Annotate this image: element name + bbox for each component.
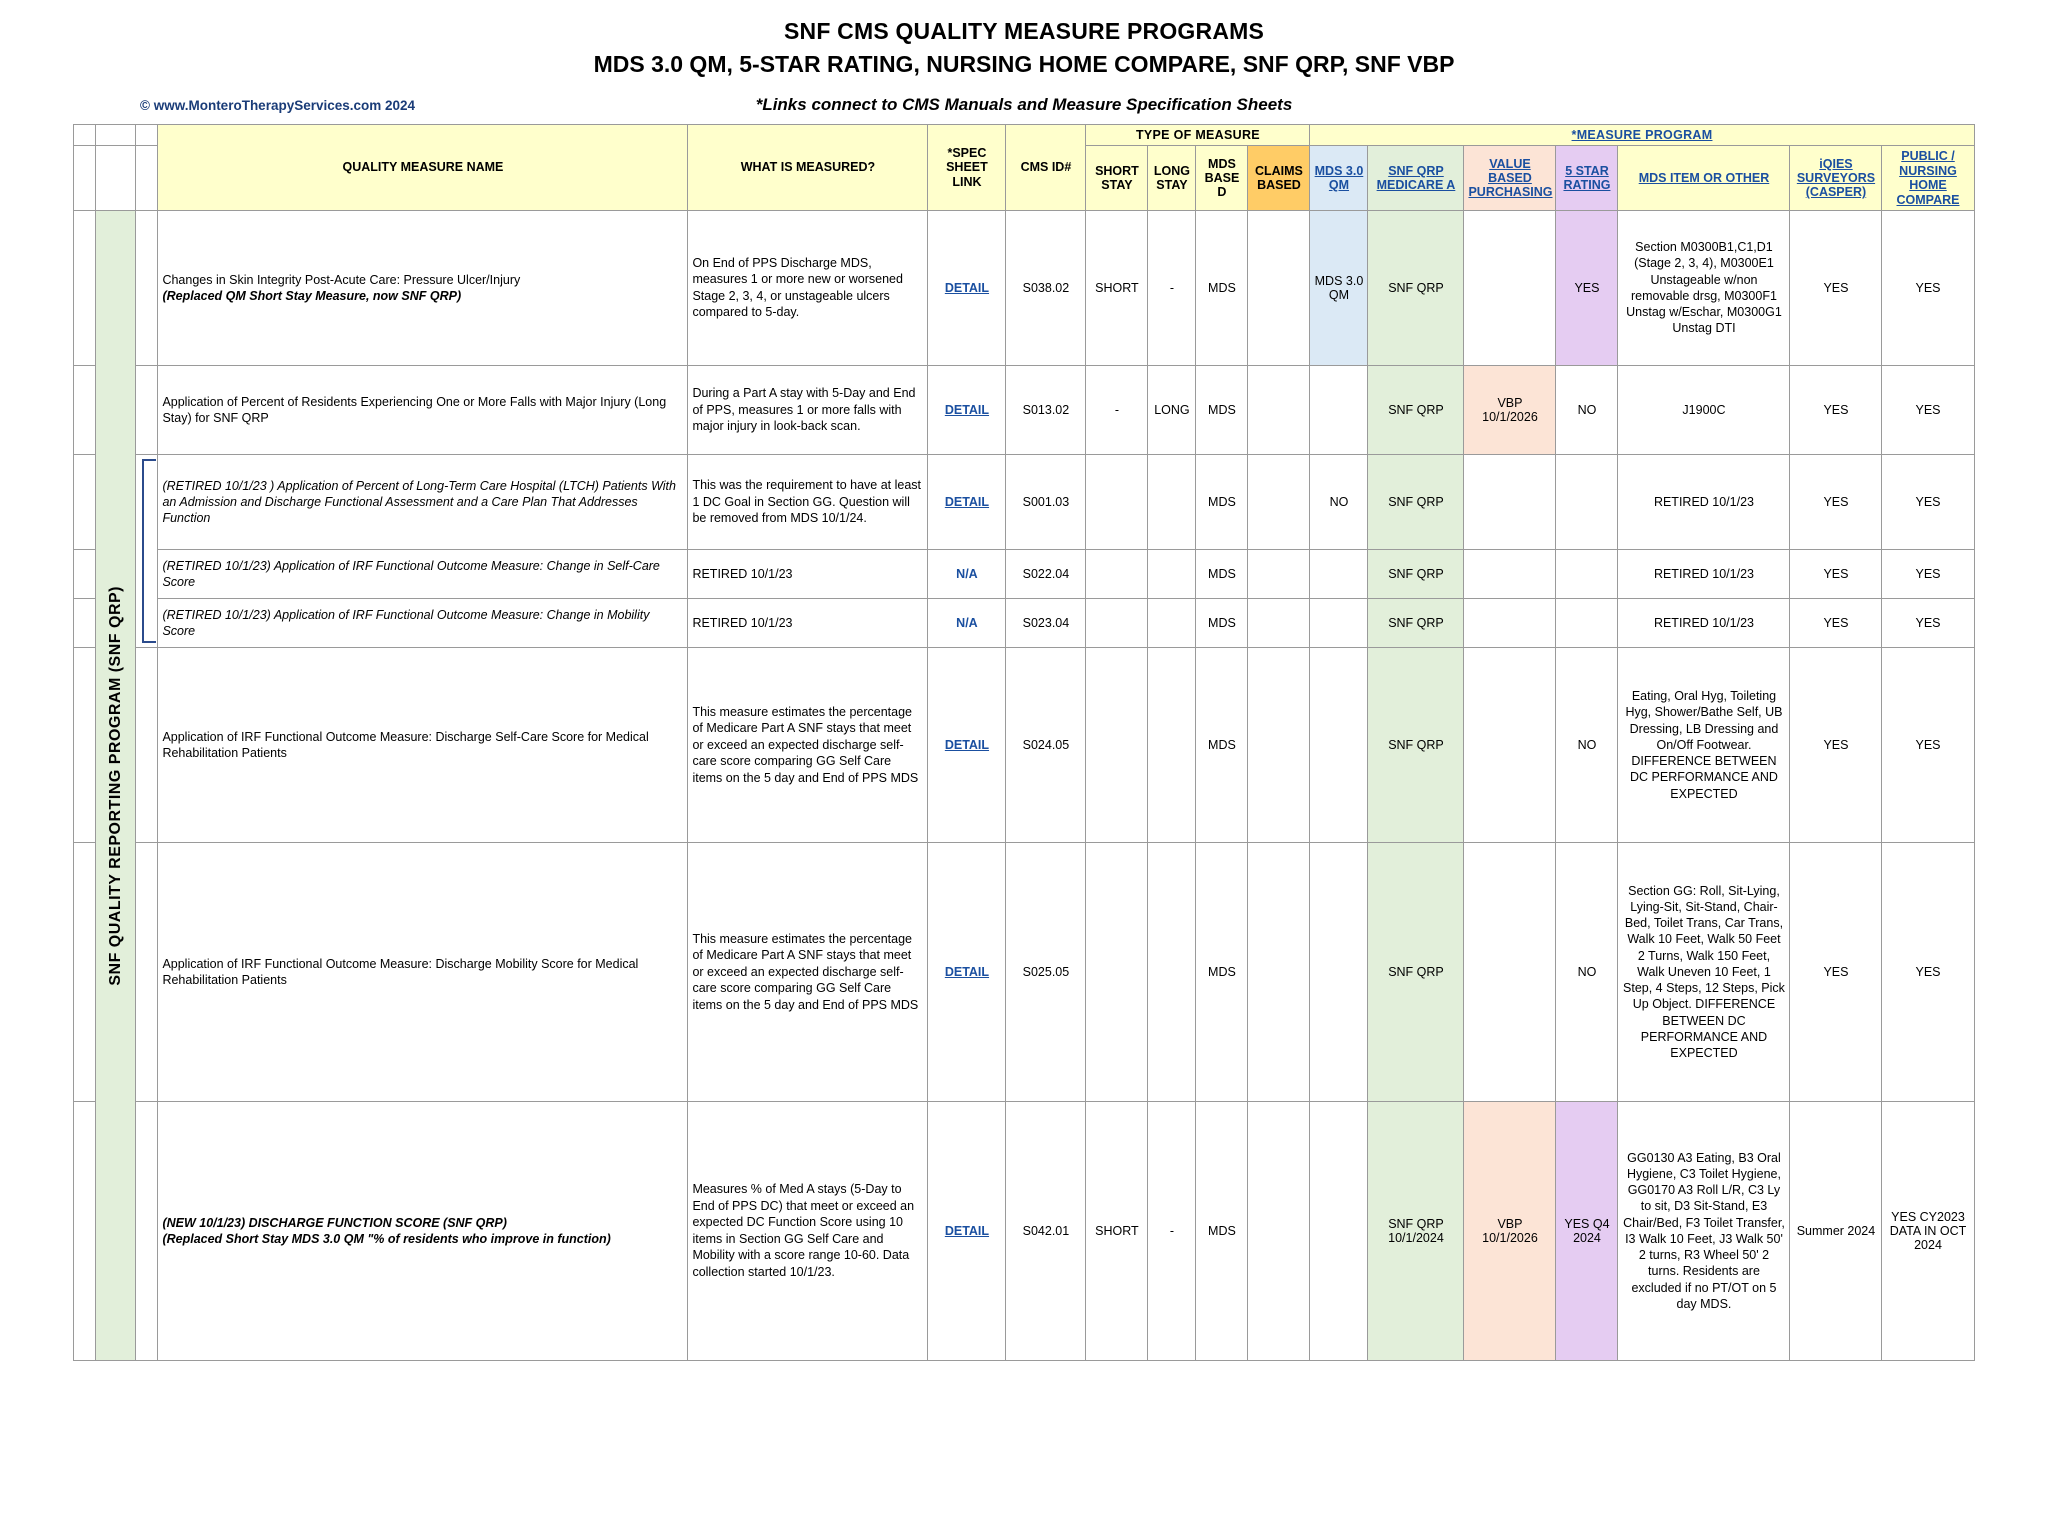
mds-qm-cell [1310,1101,1368,1360]
spacer [74,146,96,211]
retired-group-bracket [136,454,158,647]
row-marker [136,842,158,1101]
long-stay-cell [1148,549,1196,598]
snf-qrp-cell: SNF QRP [1368,842,1464,1101]
snf-qrp-cell: SNF QRP [1368,549,1464,598]
what-is-measured-cell: RETIRED 10/1/23 [688,598,928,647]
measure-name: Application of IRF Functional Outcome Measure: Discharge Mobility Score for Medical Rehabilitation Patients [162,956,639,987]
snf-qrp-cell: SNF QRP [1368,454,1464,549]
table-row [74,549,1974,598]
col-header-short-stay: SHORT STAY [1086,146,1148,211]
long-stay-cell [1148,842,1196,1101]
vbp-cell [1464,842,1556,1101]
claims-based-cell [1248,210,1310,365]
short-stay-cell [1086,598,1148,647]
iqies-cell: YES [1790,549,1882,598]
table-row [74,842,1974,1101]
mds-qm-cell [1310,842,1368,1101]
spacer [74,365,96,454]
vbp-cell: VBP 10/1/2026 [1464,1101,1556,1360]
measure-name-cell [158,1101,688,1360]
mds-qm-cell [1310,549,1368,598]
mds-based-cell: MDS [1196,210,1248,365]
five-star-cell: YES Q4 2024 [1556,1101,1618,1360]
what-is-measured-cell: Measures % of Med A stays (5-Day to End of PPS DC) that meet or exceed an expected DC Function Score using 10 items in Section GG Self Care and Mobility with a score range 10-60. Data collection started 10/1/23. [688,1101,928,1360]
five-star-cell: NO [1556,365,1618,454]
measure-name-cell [158,549,688,598]
snf-qrp-cell: SNF QRP [1368,647,1464,842]
page-title: SNF CMS QUALITY MEASURE PROGRAMS [783,18,1265,44]
table-row [74,598,1974,647]
spacer [74,549,96,598]
spacer [96,146,136,211]
cms-id-cell: S038.02 [1006,210,1086,365]
mds-item-cell: Section GG: Roll, Sit-Lying, Lying-Sit, Sit-Stand, Chair-Bed, Toilet Trans, Car Trans, Walk 10 Feet, Walk 50 Feet 2 Turns, Walk 150 Feet, Walk Uneven 10 Feet, 1 Step, 4 Steps, 12 Steps, Pick Up Object. DIFFERENCE BETWEEN DC PERFORMANCE AND EXPECTED [1618,842,1790,1101]
row-marker [136,210,158,365]
spec-sheet-link: N/A [928,598,1006,647]
col-header-mds-based: MDS BASE D [1196,146,1248,211]
col-header-value-based-purchasing[interactable]: VALUE BASED PURCHASING [1468,156,1553,200]
what-is-measured-cell: RETIRED 10/1/23 [688,549,928,598]
claims-based-cell [1248,647,1310,842]
long-stay-cell [1148,454,1196,549]
vbp-cell [1464,647,1556,842]
measure-name: Changes in Skin Integrity Post-Acute Care: Pressure Ulcer/Injury [162,272,521,287]
vbp-cell [1464,549,1556,598]
cms-id-cell: S001.03 [1006,454,1086,549]
five-star-cell: NO [1556,842,1618,1101]
row-marker [136,1101,158,1360]
measure-name: (RETIRED 10/1/23) Application of IRF Functional Outcome Measure: Change in Self-Care Score [162,558,660,589]
measure-name-cell [158,454,688,549]
public-compare-cell: YES [1882,365,1974,454]
snf-qrp-cell: SNF QRP [1368,598,1464,647]
claims-based-cell [1248,365,1310,454]
long-stay-cell: - [1148,210,1196,365]
what-is-measured-cell: During a Part A stay with 5-Day and End of PPS, measures 1 or more falls with major injury in look-back scan. [688,365,928,454]
measure-name: Application of IRF Functional Outcome Measure: Discharge Self-Care Score for Medical Rehabilitation Patients [162,729,649,760]
claims-based-cell [1248,454,1310,549]
public-compare-cell: YES [1882,647,1974,842]
program-side-band-label: SNF QUALITY REPORTING PROGRAM (SNF QRP) [106,585,124,986]
row-marker [136,365,158,454]
measure-name: (RETIRED 10/1/23) Application of IRF Functional Outcome Measure: Change in Mobility Score [162,607,650,638]
spacer [136,125,158,146]
short-stay-cell: SHORT [1086,210,1148,365]
table-row [74,647,1974,842]
col-header-spec-sheet-link: *SPEC SHEET LINK [928,125,1006,211]
measure-name-cell [158,842,688,1101]
mds-item-cell: RETIRED 10/1/23 [1618,549,1790,598]
measure-name-cell [158,598,688,647]
public-compare-cell: YES [1882,210,1974,365]
group-header-measure-program[interactable]: *MEASURE PROGRAM [1310,125,1974,146]
mds-item-cell: J1900C [1618,365,1790,454]
measure-name-cell [158,210,688,365]
col-header-mds-30-qm[interactable]: MDS 3.0 QM [1314,163,1364,193]
short-stay-cell [1086,454,1148,549]
table-row [74,454,1974,549]
mds-based-cell: MDS [1196,647,1248,842]
short-stay-cell [1086,842,1148,1101]
cms-id-cell: S025.05 [1006,842,1086,1101]
col-header-quality-measure-name: QUALITY MEASURE NAME [158,125,688,211]
col-header-what-is-measured: WHAT IS MEASURED? [688,125,928,211]
public-compare-cell: YES [1882,598,1974,647]
mds-qm-cell: MDS 3.0 QM [1310,210,1368,365]
table-row [74,1101,1974,1360]
spacer [74,125,96,146]
long-stay-cell [1148,647,1196,842]
vbp-cell [1464,598,1556,647]
snf-qrp-cell: SNF QRP [1368,210,1464,365]
spec-sheet-link[interactable]: DETAIL [928,647,1006,842]
what-is-measured-cell: On End of PPS Discharge MDS, measures 1 or more new or worsened Stage 2, 3, 4, or unstageable ulcers compared to 5-day. [688,210,928,365]
mds-item-cell: GG0130 A3 Eating, B3 Oral Hygiene, C3 Toilet Hygiene, GG0170 A3 Roll L/R, C3 Ly to sit, D3 Sit-Stand, E3 Chair/Bed, F3 Toilet Transfer, I3 Walk 10 Feet, J3 Walk 50' 2 turns, R3 Wheel 50' 2 turns. Residents are excluded if no PT/OT on 5 day MDS. [1618,1101,1790,1360]
col-header-long-stay: LONG STAY [1148,146,1196,211]
iqies-cell: YES [1790,210,1882,365]
snf-qrp-cell: SNF QRP [1368,365,1464,454]
mds-item-cell: Section M0300B1,C1,D1 (Stage 2, 3, 4), M0300E1 Unstageable w/non removable drsg, M0300F1 Unstag w/Eschar, M0300G1 Unstag DTI [1618,210,1790,365]
measure-name: Application of Percent of Residents Experiencing One or More Falls with Major Injury (Long Stay) for SNF QRP [162,394,667,425]
spacer [136,146,158,211]
spacer [74,454,96,549]
long-stay-cell [1148,598,1196,647]
copyright-text: © www.MonteroTherapyServices.com 2024 [140,97,416,113]
row-marker [136,647,158,842]
iqies-cell: YES [1790,365,1882,454]
short-stay-cell: - [1086,365,1148,454]
iqies-cell: Summer 2024 [1790,1101,1882,1360]
quality-measures-table [73,124,1974,1361]
spacer [96,125,136,146]
iqies-cell: YES [1790,842,1882,1101]
table-group-header-row [74,125,1974,146]
vbp-cell [1464,454,1556,549]
spacer [74,842,96,1101]
meta-row [30,92,2018,118]
spacer [74,598,96,647]
public-compare-cell: YES [1882,842,1974,1101]
claims-based-cell [1248,549,1310,598]
short-stay-cell [1086,647,1148,842]
cms-id-cell: S042.01 [1006,1101,1086,1360]
table-row [74,210,1974,365]
spec-sheet-link[interactable]: DETAIL [928,1101,1006,1360]
short-stay-cell [1086,549,1148,598]
what-is-measured-cell: This measure estimates the percentage of Medicare Part A SNF stays that meet or exceed an expected discharge self-care score comparing GG Self Care items on the 5 day and End of PPS MDS [688,647,928,842]
measure-name-cell [158,365,688,454]
measure-name-note: (Replaced Short Stay MDS 3.0 QM "% of residents who improve in function) [162,1231,611,1246]
group-header-type-of-measure: TYPE OF MEASURE [1086,125,1310,146]
cms-id-cell: S013.02 [1006,365,1086,454]
bracket-icon [142,459,156,643]
spacer [74,647,96,842]
spec-sheet-link[interactable]: DETAIL [928,365,1006,454]
what-is-measured-cell: This measure estimates the percentage of Medicare Part A SNF stays that meet or exceed an expected discharge self-care score comparing GG Self Care items on the 5 day and End of PPS MDS [688,842,928,1101]
mds-based-cell: MDS [1196,549,1248,598]
five-star-cell: NO [1556,647,1618,842]
mds-based-cell: MDS [1196,598,1248,647]
col-header-public-nursing-home-compare[interactable]: PUBLIC / NURSING HOME COMPARE [1896,149,1960,207]
claims-based-cell [1248,842,1310,1101]
mds-based-cell: MDS [1196,1101,1248,1360]
col-header-iqies-surveyors[interactable]: iQIES SURVEYORS (CASPER) [1796,156,1876,200]
col-header-claims-based: CLAIMS BASED [1248,146,1310,211]
table-row [74,365,1974,454]
mds-item-cell: RETIRED 10/1/23 [1618,598,1790,647]
long-stay-cell: LONG [1148,365,1196,454]
claims-based-cell [1248,598,1310,647]
iqies-cell: YES [1790,598,1882,647]
page-subtitle: MDS 3.0 QM, 5-STAR RATING, NURSING HOME COMPARE, SNF QRP, SNF VBP [593,51,1455,77]
mds-qm-cell [1310,647,1368,842]
mds-based-cell: MDS [1196,842,1248,1101]
vbp-cell: VBP 10/1/2026 [1464,365,1556,454]
five-star-cell [1556,598,1618,647]
public-compare-cell: YES CY2023 DATA IN OCT 2024 [1882,1101,1974,1360]
measure-name-cell [158,647,688,842]
mds-qm-cell [1310,598,1368,647]
spec-sheet-link[interactable]: DETAIL [928,842,1006,1101]
claims-based-cell [1248,1101,1310,1360]
iqies-cell: YES [1790,647,1882,842]
spec-sheet-link[interactable]: DETAIL [928,210,1006,365]
col-header-cms-id: CMS ID# [1006,125,1086,211]
cms-id-cell: S022.04 [1006,549,1086,598]
public-compare-cell: YES [1882,454,1974,549]
long-stay-cell: - [1148,1101,1196,1360]
vbp-cell [1464,210,1556,365]
measure-name: (RETIRED 10/1/23 ) Application of Percent of Long-Term Care Hospital (LTCH) Patients With an Admission and Discharge Functional Assessment and a Care Plan That Addresses Function [162,478,676,525]
program-side-band [96,210,136,1360]
five-star-cell [1556,549,1618,598]
five-star-cell [1556,454,1618,549]
links-note: *Links connect to CMS Manuals and Measure Specification Sheets [755,95,1293,114]
iqies-cell: YES [1790,454,1882,549]
mds-based-cell: MDS [1196,454,1248,549]
mds-qm-cell: NO [1310,454,1368,549]
spec-sheet-link: N/A [928,549,1006,598]
mds-item-cell: Eating, Oral Hyg, Toileting Hyg, Shower/Bathe Self, UB Dressing, LB Dressing and On/Off Footwear. DIFFERENCE BETWEEN DC PERFORMANCE AND EXPECTED [1618,647,1790,842]
public-compare-cell: YES [1882,549,1974,598]
snf-qrp-cell: SNF QRP 10/1/2024 [1368,1101,1464,1360]
cms-id-cell: S024.05 [1006,647,1086,842]
measure-name: (NEW 10/1/23) DISCHARGE FUNCTION SCORE (SNF QRP) [162,1215,507,1230]
short-stay-cell: SHORT [1086,1101,1148,1360]
spacer [74,1101,96,1360]
mds-based-cell: MDS [1196,365,1248,454]
mds-qm-cell [1310,365,1368,454]
measure-name-note: (Replaced QM Short Stay Measure, now SNF QRP) [162,288,462,303]
spacer [74,210,96,365]
col-header-snf-qrp-medicare-a[interactable]: SNF QRP MEDICARE A [1376,163,1456,193]
mds-item-cell: RETIRED 10/1/23 [1618,454,1790,549]
col-header-5-star-rating[interactable]: 5 STAR RATING [1563,163,1611,193]
spec-sheet-link[interactable]: DETAIL [928,454,1006,549]
col-header-mds-item-or-other[interactable]: MDS ITEM OR OTHER [1638,170,1770,185]
what-is-measured-cell: This was the requirement to have at least 1 DC Goal in Section GG. Question will be removed from MDS 10/1/24. [688,454,928,549]
five-star-cell: YES [1556,210,1618,365]
cms-id-cell: S023.04 [1006,598,1086,647]
